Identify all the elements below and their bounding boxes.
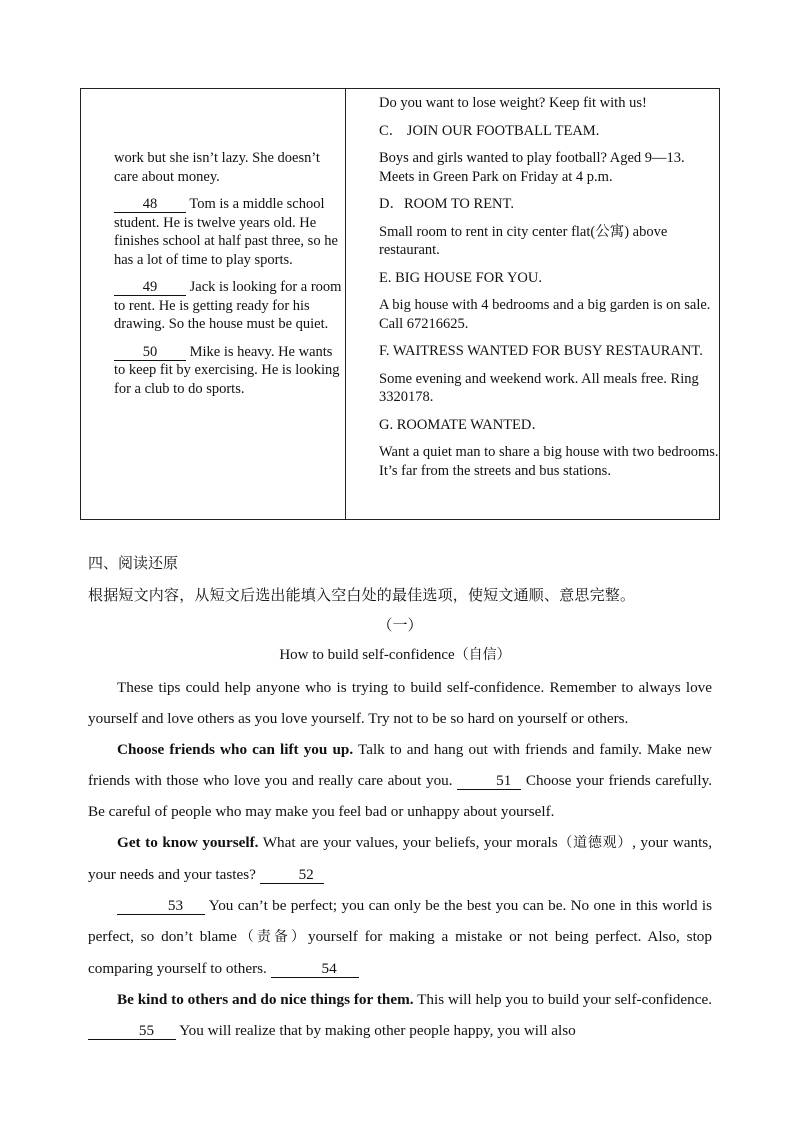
essay-title bbox=[0, 644, 790, 664]
paragraph-4 bbox=[88, 890, 712, 984]
chinese-gloss: （责备） bbox=[236, 929, 308, 945]
item-text: Jack is looking for a room to rent. He is getting ready for his drawing. So the house must be quiet. bbox=[114, 279, 342, 332]
ad-body: Small room to rent in city center flat(公寓) above restaurant. bbox=[379, 223, 668, 258]
ad-title: C． JOIN OUR FOOTBALL TEAM. bbox=[379, 122, 600, 139]
paragraph-1: These tips could help anyone who is trying to build self-confidence. Remember to always love yourself and love others as you love yourself. Try not to be so hard on yourself or others. bbox=[88, 679, 712, 727]
left-fragment: work but she isn’t lazy. She doesn’t care about money. bbox=[114, 150, 320, 185]
list-item bbox=[114, 195, 342, 269]
table-right-column bbox=[379, 94, 719, 489]
essay-title-en: How to build self-confidence bbox=[279, 647, 455, 663]
ad-lead: Do you want to lose weight? Keep fit with us! bbox=[379, 95, 647, 111]
paragraph-text: You will realize that by making other people happy, you will also bbox=[179, 1022, 576, 1039]
paragraph-text: Choose your friends carefully. Be careful of people who may make you feel bad or unhappy about yourself. bbox=[88, 772, 713, 820]
list-item bbox=[114, 343, 342, 399]
paragraph-2 bbox=[88, 734, 712, 827]
item-text: Mike is heavy. He wants to keep fit by exercising. He is looking for a club to do sports. bbox=[114, 343, 340, 397]
answer-blank-52[interactable]: 52 bbox=[260, 867, 324, 884]
paragraph-text: You can’t be perfect; you can only be the best you can be. No one in this world is perfect, so don’t blame bbox=[88, 897, 712, 945]
matching-table bbox=[80, 88, 720, 520]
passage-number: （一） bbox=[377, 616, 423, 634]
ad-title: E. BIG HOUSE FOR YOU. bbox=[379, 269, 542, 286]
ad-body: Want a quiet man to share a big house with two bedrooms. It’s far from the streets and bus stations. bbox=[379, 444, 719, 479]
list-item bbox=[114, 278, 342, 334]
paragraph-text: Talk to and hang out with friends and family. Make new friends with those who love you and really care about you. bbox=[88, 741, 712, 789]
paragraph-text: What are your values, your beliefs, your morals bbox=[262, 834, 558, 851]
ad-body: A big house with 4 bedrooms and a big garden is on sale. Call 67216625. bbox=[379, 297, 711, 332]
paragraph-heading: Be kind to others and do nice things for them. bbox=[117, 991, 414, 1008]
paragraph-heading: Get to know yourself. bbox=[117, 834, 259, 851]
answer-blank-54[interactable]: 54 bbox=[271, 961, 359, 978]
paragraph-text: This will help you to build your self-confidence. bbox=[417, 991, 713, 1008]
reading-passage bbox=[88, 672, 712, 1046]
chinese-gloss: （道德观） bbox=[557, 835, 633, 851]
ad-title: F. WAITRESS WANTED FOR BUSY RESTAURANT. bbox=[379, 343, 703, 359]
section-instruction: 根据短文内容，从短文后选出能填入空白处的最佳选项，使短文通顺、意思完整。 bbox=[88, 586, 636, 604]
paragraph-5 bbox=[88, 984, 712, 1046]
answer-blank-49[interactable]: 49 bbox=[114, 279, 186, 296]
section-title: 四、阅读还原 bbox=[88, 554, 179, 572]
paragraph-text: , your wants, your needs and your tastes? bbox=[88, 834, 713, 883]
ad-body: Boys and girls wanted to play football? Aged 9—13. Meets in Green Park on Friday at 4 p.m. bbox=[379, 150, 685, 185]
table-left-column bbox=[114, 149, 342, 407]
answer-blank-51[interactable]: 51 bbox=[457, 773, 521, 790]
ad-body: Some evening and weekend work. All meals free. Ring 3320178. bbox=[379, 370, 699, 405]
essay-title-cn: （自信） bbox=[454, 647, 511, 663]
answer-blank-53[interactable]: 53 bbox=[117, 898, 205, 915]
paragraph-3 bbox=[88, 827, 712, 890]
ad-title: G. ROOMATE WANTED． bbox=[379, 416, 546, 433]
item-text: Tom is a middle school student. He is twelve years old. He finishes school at half past three, so he has a lot of time to play sports. bbox=[114, 196, 338, 268]
paragraph-heading: Choose friends who can lift you up. bbox=[117, 741, 354, 758]
answer-blank-50[interactable]: 50 bbox=[114, 344, 186, 361]
table-column-divider bbox=[345, 89, 346, 519]
answer-blank-48[interactable]: 48 bbox=[114, 196, 186, 213]
answer-blank-55[interactable]: 55 bbox=[88, 1023, 176, 1040]
paragraph-text: yourself for making a mistake or not being perfect. Also, stop comparing yourself to others. bbox=[88, 928, 712, 977]
ad-title: D．ROOM TO RENT. bbox=[379, 196, 514, 212]
